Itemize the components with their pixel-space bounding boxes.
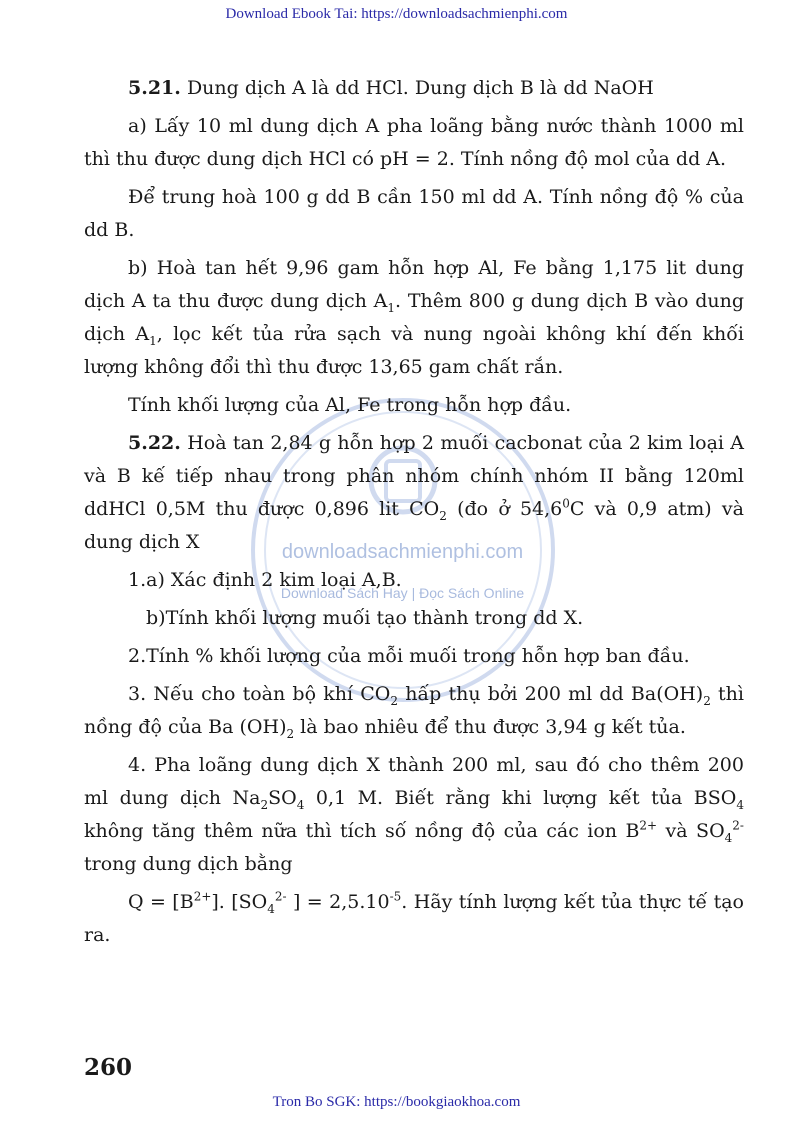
problem-522-q1a: 1.a) Xác định 2 kim loại A,B. bbox=[128, 569, 402, 591]
problem-522-q3: 3. Nếu cho toàn bộ khí $CO_2$ hấp thụ bởi 200 ml dd $Ba(OH)_2$ thì nồng độ của Ba $(OH)_2$ là bao nhiêu để thu được 3,94 g kết tủa. bbox=[84, 683, 744, 741]
problem-521-question: Tính khối lượng của Al, Fe trong hỗn hợp đầu. bbox=[128, 394, 572, 416]
problem-522-q2: 2.Tính % khối lượng của mỗi muối trong hỗn hợp ban đầu. bbox=[128, 645, 690, 667]
footer-sgk-link[interactable]: Tron Bo SGK: https://bookgiaokhoa.com bbox=[272, 1094, 521, 1110]
problem-521-intro: 5.21. Dung dịch A là dd HCl. Dung dịch B là dd NaOH bbox=[128, 77, 654, 99]
problem-522-intro: 5.22. Hoà tan 2,84 g hỗn hợp 2 muối cacbonat của 2 kim loại A và B kế tiếp nhau trong phân nhóm chính nhóm II bằng 120ml ddHCl 0,5M thu được 0,896 lit $CO_2$ (đo ở 54,6$^0$C và 0,9 atm) và dung dịch X bbox=[84, 432, 745, 553]
problem-522-q1b: b)Tính khối lượng muối tạo thành trong dd X. bbox=[146, 607, 584, 629]
problem-521-part-a: a) Lấy 10 ml dung dịch A pha loãng bằng nước thành 1000 ml thì thu được dung dịch HCl có pH = 2. Tính nồng độ mol của dd A. bbox=[84, 115, 744, 170]
watermark-site: downloadsachmienphi.com bbox=[281, 541, 524, 563]
header-download-link[interactable]: Download Ebook Tai: https://downloadsachmienphi.com bbox=[225, 6, 568, 22]
problem-521-part-b: b) Hoà tan hết 9,96 gam hỗn hợp Al, Fe bằng 1,175 lit dung dịch A ta thu được dung dịch $A_1$. Thêm 800 g dung dịch B vào dung dịch $A_1$, lọc kết tủa rửa sạch và nung ngoài không khí đến khối lượng không đổi thì thu được 13,65 gam chất rắn. bbox=[84, 257, 744, 378]
problem-522-q4: 4. Pha loãng dung dịch X thành 200 ml, sau đó cho thêm 200 ml dung dịch $Na_2SO_4$ 0,1 M. Biết rằng khi lượng kết tủa $BSO_4$ không tăng thêm nữa thì tích số nồng độ của các ion $B^{2+}$ và $SO_4^{2-}$ trong dung dịch bằng bbox=[84, 754, 744, 875]
watermark-tagline: Download Sách Hay | Đọc Sách Online bbox=[280, 585, 525, 601]
page-number: 260 bbox=[84, 1054, 133, 1081]
page-content bbox=[84, 72, 744, 957]
problem-522-equation: $Q = [B^{2+}]$. [$SO_4^{2-}$ ] = $2,5.10^{-5}$. Hãy tính lượng kết tủa thực tế tạo ra. bbox=[84, 889, 744, 946]
problem-521-part-a2: Để trung hoà 100 g dd B cần 150 ml dd A. Tính nồng độ % của dd B. bbox=[84, 186, 744, 241]
